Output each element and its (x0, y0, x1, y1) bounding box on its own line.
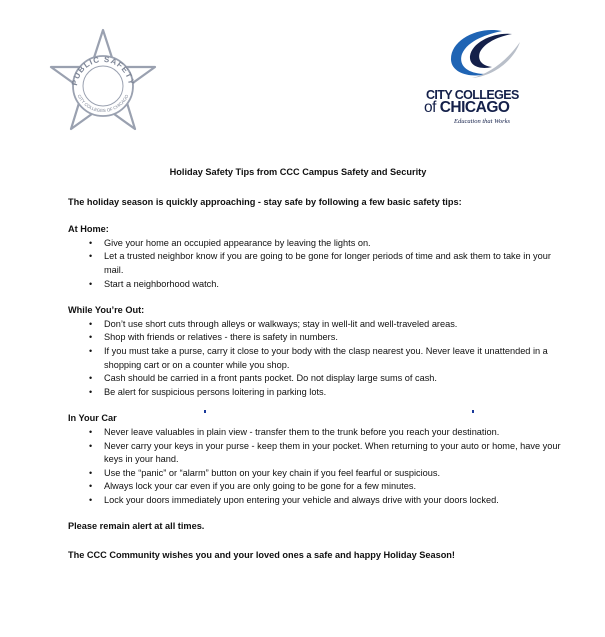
list-item: • Never carry your keys in your purse - keep them in your pocket. When returning to your auto or home, have your keys in your hand. (89, 440, 561, 465)
list-item: • Never leave valuables in plain view - transfer them to the trunk before you reach your destination. (68, 426, 568, 440)
list-item: • Be alert for suspicious persons loitering in parking lots. (68, 386, 568, 400)
list-item: • Always lock your car even if you are only going to be gone for a few minutes. (68, 480, 568, 494)
list-item: • Shop with friends or relatives - there is safety in numbers. (68, 331, 568, 345)
list-item: • Don’t use short cuts through alleys or walkways; stay in well-lit and well-traveled areas. (68, 318, 568, 332)
logo-tagline: Education that Works (454, 118, 511, 125)
bullet-icon: • (89, 494, 93, 505)
badge-bottom-text: CITY COLLEGES OF CHICAGO (76, 93, 130, 114)
stray-mark (204, 410, 206, 413)
bullet-icon: • (89, 251, 93, 262)
closing-alert: Please remain alert at all times. (68, 521, 205, 532)
badge-top-text: PUBLIC SAFETY (70, 54, 136, 87)
section-heading-out: While You’re Out: (68, 305, 145, 316)
bullet-icon: • (89, 467, 93, 478)
document-title: Holiday Safety Tips from CCC Campus Safety and Security (169, 167, 427, 177)
list-item: • Cash should be carried in a front pants pocket. Do not display large sums of cash. (68, 372, 568, 386)
document-intro: The holiday season is quickly approaching - stay safe by following a few basic safety tips: (68, 196, 462, 207)
section-heading-car: In Your Car (68, 413, 117, 424)
bullet-icon: • (89, 345, 93, 356)
bullet-icon: • (89, 373, 93, 384)
document-body (68, 166, 568, 578)
list-item: • Lock your doors immediately upon entering your vehicle and always drive with your doors locked. (68, 494, 568, 508)
list-item: • Start a neighborhood watch. (68, 278, 568, 292)
list-item: • If you must take a purse, carry it close to your body with the clasp nearest you. Never leave it unattended in a shopping cart or on a counter while you shop. (89, 345, 548, 370)
list-item: • Let a trusted neighbor know if you are going to be gone for longer periods of time and ask them to take in your mail. (89, 251, 551, 275)
list-item: • Give your home an occupied appearance by leaving the lights on. (68, 237, 568, 251)
bullet-icon: • (89, 386, 93, 397)
list-home (68, 237, 568, 291)
ccc-logo (424, 28, 536, 128)
bullet-icon: • (89, 332, 93, 343)
list-car (68, 426, 568, 508)
section-heading-home: At Home: (68, 224, 109, 235)
closing-wishes: The CCC Community wishes you and your loved ones a safe and happy Holiday Season! (68, 550, 455, 561)
bullet-icon: • (89, 440, 93, 451)
logo-line-2: of CHICAGO (424, 99, 510, 116)
bullet-icon: • (89, 237, 93, 248)
bullet-icon: • (89, 426, 93, 437)
bullet-icon: • (89, 278, 93, 289)
public-safety-badge-logo (44, 28, 162, 140)
swoosh-logo-icon (442, 28, 524, 84)
star-badge-icon (44, 28, 162, 140)
list-out (68, 318, 568, 400)
logo-line-1: CITY COLLEGES (426, 88, 519, 102)
bullet-icon: • (89, 481, 93, 492)
list-item: • Use the “panic” or “alarm” button on your key chain if you feel fearful or suspicious. (68, 467, 568, 481)
bullet-icon: • (89, 318, 93, 329)
stray-mark (472, 410, 474, 413)
